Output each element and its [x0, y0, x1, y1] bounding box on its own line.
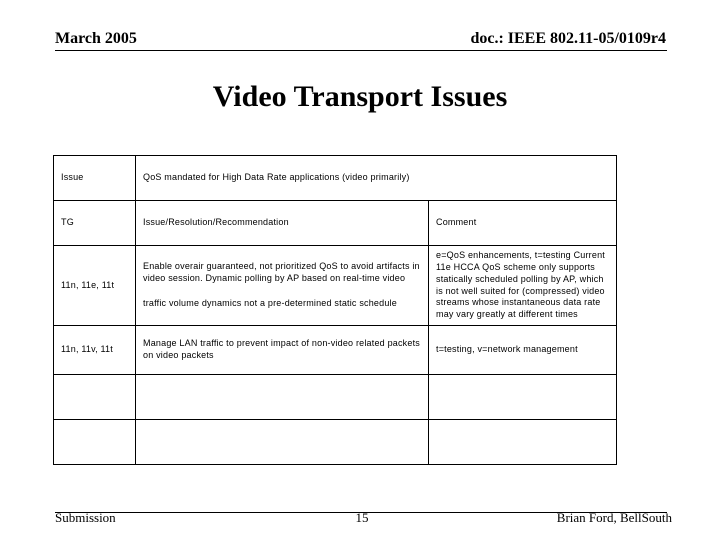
table-row	[54, 246, 617, 326]
table-header-row	[54, 201, 617, 246]
issue-label-cell: Issue	[54, 156, 136, 201]
header-date: March 2005	[55, 30, 137, 47]
header-resolution: Issue/Resolution/Recommendation	[136, 201, 429, 246]
header-comment: Comment	[429, 201, 617, 246]
header-divider	[55, 50, 667, 51]
comment-cell: t=testing, v=network management	[429, 326, 617, 375]
footer-page-number: 15	[355, 510, 369, 525]
resolution-text: Enable overair guaranteed, not prioritized QoS to avoid artifacts in video session. Dynamic polling by AP based on real-time video	[143, 260, 420, 283]
comment-cell	[429, 420, 617, 465]
footer-author: Brian Ford, BellSouth	[556, 510, 672, 525]
issue-text-cell: QoS mandated for High Data Rate applications (video primarily)	[136, 156, 617, 201]
tg-cell	[54, 375, 136, 420]
tg-cell: 11n, 11v, 11t	[54, 326, 136, 375]
table-row	[54, 326, 617, 375]
table-row-empty	[54, 375, 617, 420]
footer-submission: Submission	[55, 510, 116, 525]
header-doc-id: doc.: IEEE 802.11-05/0109r4	[470, 30, 666, 47]
comment-cell	[429, 375, 617, 420]
slide-title: Video Transport Issues	[212, 80, 508, 113]
resolution-cell: Manage LAN traffic to prevent impact of non-video related packets on video packets	[136, 326, 429, 375]
header-tg: TG	[54, 201, 136, 246]
resolution-cell	[136, 246, 429, 326]
resolution-cell	[136, 420, 429, 465]
table-row-empty	[54, 420, 617, 465]
tg-cell	[54, 420, 136, 465]
table-row-issue	[54, 156, 617, 201]
tg-cell: 11n, 11e, 11t	[54, 246, 136, 326]
comment-cell: e=QoS enhancements, t=testing Current 11e HCCA QoS scheme only supports statically scheduled polling by AP, which is not well suited for (compressed) video streams whose instantaneous data rate may vary greatly at different times	[429, 246, 617, 326]
resolution-text: traffic volume dynamics not a pre-determined static schedule	[143, 298, 397, 309]
resolution-cell	[136, 375, 429, 420]
issues-table	[53, 155, 617, 465]
